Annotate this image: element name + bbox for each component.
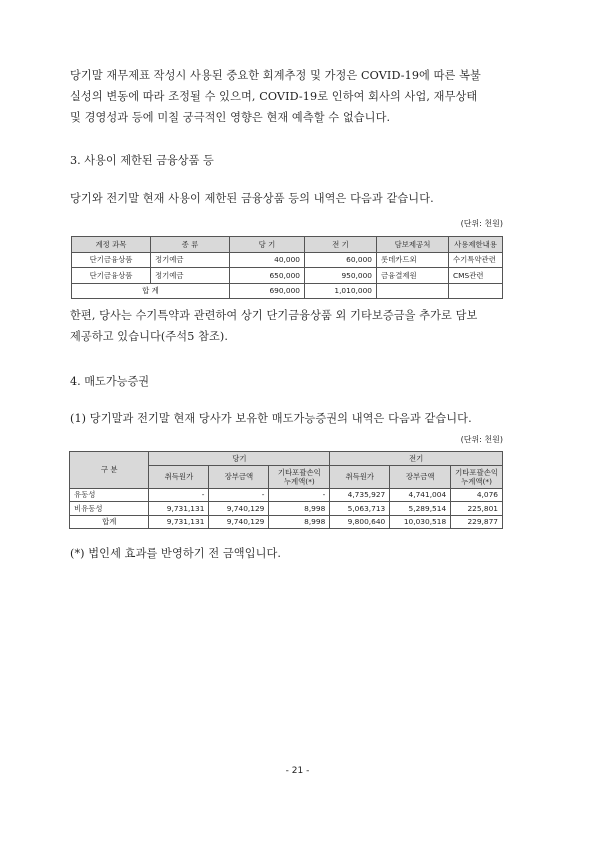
restricted-financial-assets-table <box>71 236 503 299</box>
cell: 40,000 <box>230 252 305 268</box>
cell: 9,731,131 <box>149 502 209 516</box>
cell: - <box>209 488 269 502</box>
section-3-note-line: 한편, 당사는 수기특약과 관련하여 상기 단기금융상품 외 기타보증금을 추가로 담보 <box>70 309 478 322</box>
subheader-line: 기타포괄손익 <box>455 467 498 477</box>
cell: 9,731,131 <box>149 515 209 529</box>
cell: 60,000 <box>305 252 377 268</box>
subheader-cell: 취득원가 <box>149 465 209 488</box>
section-3-note <box>70 305 530 347</box>
subheader-cell <box>451 465 503 488</box>
cell: 4,741,004 <box>390 488 451 502</box>
cell: 금융결제원 <box>377 268 449 284</box>
header-cell: 계정 과목 <box>72 237 151 253</box>
header-cell: 당 기 <box>230 237 305 253</box>
table-header-row <box>72 237 503 253</box>
subheader-line: 기타포괄손익 <box>277 467 321 477</box>
cell: 225,801 <box>451 502 503 516</box>
header-cell: 사용제한내용 <box>449 237 503 253</box>
cell: 950,000 <box>305 268 377 284</box>
cell: 유동성 <box>70 488 149 502</box>
cell: 합계 <box>70 515 149 529</box>
section-3-intro <box>70 188 530 209</box>
header-cell: 종 류 <box>151 237 230 253</box>
col-group-label: 구 분 <box>70 452 149 489</box>
cell: 10,030,518 <box>390 515 451 529</box>
total-prior: 1,010,000 <box>305 283 377 299</box>
available-for-sale-securities-table <box>69 451 503 529</box>
cell: 9,800,640 <box>330 515 390 529</box>
section-3-unit: (단위: 천원) <box>460 219 503 228</box>
section-4-intro <box>70 408 530 429</box>
cell: 8,998 <box>269 502 330 516</box>
cell: 5,063,713 <box>330 502 390 516</box>
cell: 5,289,514 <box>390 502 451 516</box>
cell: 롯데카드외 <box>377 252 449 268</box>
prior-period-header: 전기 <box>330 452 503 466</box>
section-3-note-line: 제공하고 있습니다(주석5 참조). <box>70 330 229 343</box>
cell: 수기특약관련 <box>449 252 503 268</box>
cell: 비유동성 <box>70 502 149 516</box>
cell: 4,735,927 <box>330 488 390 502</box>
section-3-intro-text: 당기와 전기말 현재 사용이 제한된 금융상품 등의 내역은 다음과 같습니다. <box>70 192 434 205</box>
cell: 단기금융상품 <box>72 252 151 268</box>
footnote-text: (*) 법인세 효과를 반영하기 전 금액입니다. <box>70 547 282 560</box>
cell: 정기예금 <box>151 268 230 284</box>
intro-line: 실성의 변동에 따라 조정될 수 있으며, COVID-19로 인하여 회사의 사업, 재무상태 <box>70 90 478 103</box>
total-current: 690,000 <box>230 283 305 299</box>
table-row <box>70 488 503 502</box>
intro-line: 및 경영성과 등에 미칠 궁극적인 영향은 현재 예측할 수 없습니다. <box>70 111 391 124</box>
total-label: 합 계 <box>72 283 230 299</box>
cell: 9,740,129 <box>209 515 269 529</box>
header-cell: 전 기 <box>305 237 377 253</box>
table-row <box>72 252 503 268</box>
section-4-intro-text: (1) 당기말과 전기말 현재 당사가 보유한 매도가능증권의 내역은 다음과 같습니다. <box>70 412 472 425</box>
cell: 9,740,129 <box>209 502 269 516</box>
section-4-unit: (단위: 천원) <box>460 435 503 444</box>
table-total-row <box>72 283 503 299</box>
intro-line: 당기말 재무제표 작성시 사용된 중요한 회계추정 및 가정은 COVID-19에 따른 복불 <box>70 69 481 82</box>
table-row <box>72 268 503 284</box>
cell: - <box>149 488 209 502</box>
table-row <box>70 502 503 516</box>
header-cell: 담보제공처 <box>377 237 449 253</box>
subheader-cell <box>269 465 330 488</box>
footnote <box>70 543 530 564</box>
empty-cell <box>449 283 503 299</box>
section-3-heading: 3. 사용이 제한된 금융상품 등 <box>70 154 214 167</box>
cell: 단기금융상품 <box>72 268 151 284</box>
subheader-line: 누계액(*) <box>461 476 493 486</box>
subheader-cell: 장부금액 <box>209 465 269 488</box>
cell: - <box>269 488 330 502</box>
subheader-cell: 취득원가 <box>330 465 390 488</box>
page-number: - 21 - <box>285 766 310 776</box>
cell: 650,000 <box>230 268 305 284</box>
cell: 8,998 <box>269 515 330 529</box>
table-header-row <box>70 452 503 466</box>
section-4-heading: 4. 매도가능증권 <box>70 375 150 388</box>
subheader-cell: 장부금액 <box>390 465 451 488</box>
intro-paragraph <box>70 65 530 128</box>
cell: CMS관련 <box>449 268 503 284</box>
cell: 229,877 <box>451 515 503 529</box>
current-period-header: 당기 <box>149 452 330 466</box>
cell: 4,076 <box>451 488 503 502</box>
cell: 정기예금 <box>151 252 230 268</box>
empty-cell <box>377 283 449 299</box>
subheader-line: 누계액(*) <box>283 476 315 486</box>
table-total-row <box>70 515 503 529</box>
